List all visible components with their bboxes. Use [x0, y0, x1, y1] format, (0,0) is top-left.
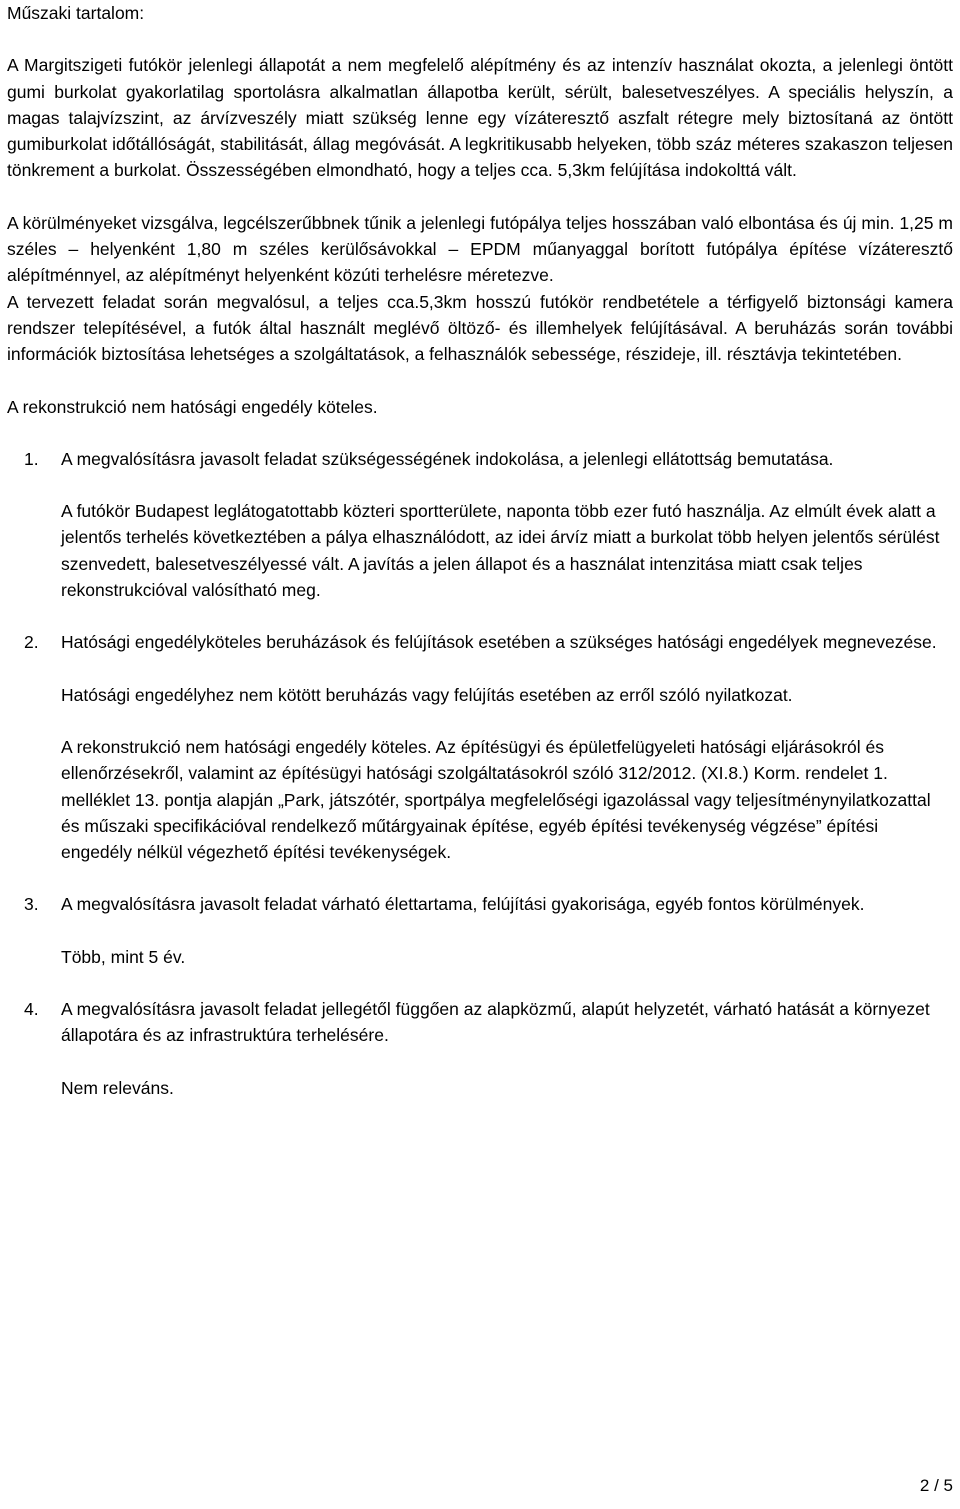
section-2-title: Hatósági engedélyköteles beruházások és felújítások esetében a szükséges hatósági engedélyek megnevezése. [61, 632, 937, 653]
intro-paragraph-2: A körülményeket vizsgálva, legcélszerűbbnek tűnik a jelenlegi futópálya teljes hosszában való elbontása és új min. 1,25 m széles – helyenként 1,80 m széles kerülősávokkal – EPDM műanyaggal borított futópálya építése vízáteresztő alépítménnyel, az alépítményt helyenként közúti terhelésre méretezve. [7, 212, 953, 286]
section-3-body: Több, mint 5 év. [61, 946, 186, 967]
section-4-title: A megvalósításra javasolt feladat jellegétől függően az alapközmű, alapút helyzetét, várható hatását a környezet állapotára és az infrastruktúra terhelésére. [61, 999, 930, 1046]
section-4 [7, 996, 953, 1049]
document-heading: Műszaki tartalom: [7, 3, 145, 23]
section-1 [7, 446, 953, 472]
section-2-body-1: Hatósági engedélyhez nem kötött beruházás vagy felújítás esetében az erről szóló nyilatkozat. [61, 684, 793, 705]
document-page [7, 0, 953, 1101]
section-1-number: 1. [24, 448, 39, 469]
intro-paragraph-1: A Margitszigeti futókör jelenlegi állapotát a nem megfelelő alépítmény és az intenzív használat okozta, a jelenlegi öntött gumi burkolat gyakorlatilag sportolásra alkalmatlan állapotba került, sérült, balesetveszélyes. A speciális helyszín, a magas talajvízszint, az árvízveszély miatt szükség lenne egy vízáteresztő aszfalt rétegre mely biztosítaná az öntött gumiburkolat időtállóságát, stabilitását, állag megóvását. A legkritikusabb helyeken, több száz méteres szakaszon teljesen tönkrement a burkolat. Összességében elmondható, hogy a teljes cca. 5,3km felújítása indokolttá vált. [7, 55, 953, 181]
intro-paragraph-4: A rekonstrukció nem hatósági engedély köteles. [7, 396, 378, 417]
section-4-number: 4. [24, 999, 39, 1020]
section-4-body: Nem releváns. [61, 1077, 174, 1098]
section-3-title: A megvalósításra javasolt feladat várható élettartama, felújítási gyakorisága, egyéb fontos körülmények. [61, 894, 865, 915]
intro-paragraph-3: A tervezett feladat során megvalósul, a teljes cca.5,3km hosszú futókör rendbetétele a térfigyelő biztonsági kamera rendszer telepítésével, a futók által használt meglévő öltöző- és illemhelyek felújításával. A beruházás során további információk biztosítása lehetséges a szolgáltatások, a felhasználók sebessége, részideje, ill. résztávja tekintetében. [7, 291, 953, 365]
section-2 [7, 629, 953, 655]
section-2-number: 2. [24, 632, 39, 653]
section-2-body-2: A rekonstrukció nem hatósági engedély köteles. Az építésügyi és épületfelügyeleti hatósági eljárásokról és ellenőrzésekről, valamint az építésügyi hatósági szolgáltatásokról szóló 312/2012. (XI.8.) Korm. rendelet 1. melléklet 13. pontja alapján „Park, játszótér, sportpálya megfelelőségi igazolással vagy teljesítménynyilatkozattal és műszaki specifikációval rendelkező műtárgyainak építése, egyéb építési tevékenység végzése” építési engedély nélkül végezhető építési tevékenységek. [61, 736, 931, 863]
section-3 [7, 891, 953, 917]
section-3-number: 3. [24, 894, 39, 915]
page-number: 2 / 5 [919, 1476, 953, 1495]
section-1-title: A megvalósításra javasolt feladat szükségességének indokolása, a jelenlegi ellátottság bemutatása. [61, 448, 834, 469]
section-1-body: A futókör Budapest leglátogatottabb közteri sportterülete, naponta több ezer futó használja. Az elmúlt évek alatt a jelentős terhelés következtében a pálya elhasználódott, az idei árvíz miatt a burkolat több helyen jelentős sérülést szenvedett, balesetveszélyessé vált. A javítás a jelen állapot és a használat intenzitása miatt csak teljes rekonstrukcióval valósítható meg. [61, 501, 940, 601]
